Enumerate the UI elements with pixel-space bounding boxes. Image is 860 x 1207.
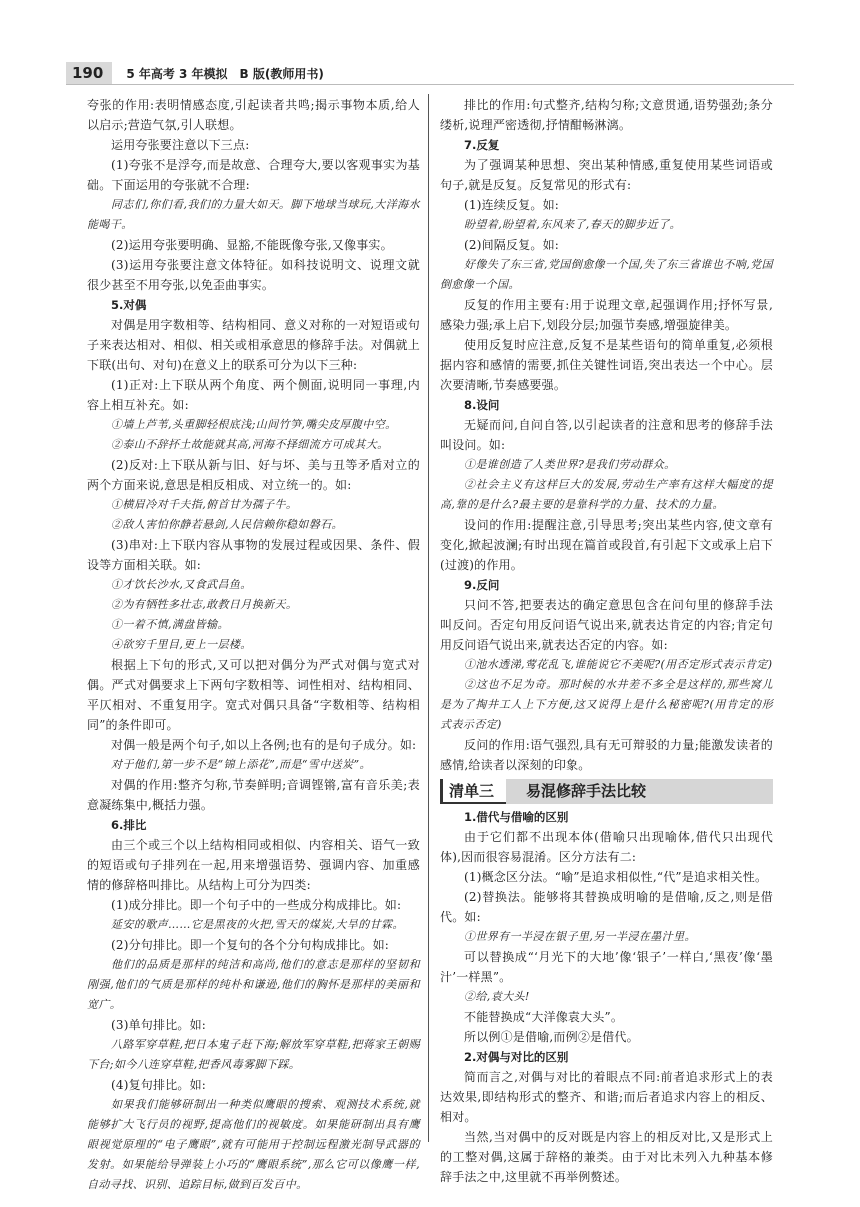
body-paragraph: (1)夸张不是浮夸,而是故意、合理夸大,要以客观事实为基础。下面运用的夸张就不合理: xyxy=(87,158,420,192)
section-banner xyxy=(440,779,773,804)
page-number: 190 xyxy=(66,62,112,84)
example-text: ②为有牺牲多壮志,敢教日月换新天。 xyxy=(111,598,298,611)
example-text: ①世界有一半浸在银子里,另一半浸在墨汁里。 xyxy=(464,930,696,943)
section-heading: 9.反问 xyxy=(464,578,500,592)
body-paragraph: (3)运用夸张要注意文体特征。如科技说明文、说理文就很少甚至不用夸张,以免歪曲事实。 xyxy=(87,258,420,292)
body-paragraph: 排比的作用:句式整齐,结构匀称;文意贯通,语势强劲;条分缕析,说理严密透彻,抒情酣畅淋漓。 xyxy=(440,98,773,132)
body-paragraph: 对偶的作用:整齐匀称,节奏鲜明;音调铿锵,富有音乐美;表意凝练集中,概括力强。 xyxy=(87,778,420,812)
body-paragraph: 设问的作用:提醒注意,引导思考;突出某些内容,使文章有变化,掀起波澜;有时出现在篇首或段首,有引起下文或承上启下(过渡)的作用。 xyxy=(440,518,773,572)
body-paragraph: 简而言之,对偶与对比的着眼点不同:前者追求形式上的表达效果,即结构形式的整齐、和谐;而后者追求内容上的相反、相对。 xyxy=(440,1070,773,1124)
body-paragraph: 当然,当对偶中的反对既是内容上的相反对比,又是形式上的工整对偶,这属于辞格的兼类。由于对比未列入九种基本修辞手法之中,这里就不再举例赘述。 xyxy=(440,1130,773,1184)
body-paragraph: 对偶一般是两个句子,如以上各例;也有的是句子成分。如: xyxy=(111,738,417,752)
example-text: ④欲穷千里目,更上一层楼。 xyxy=(111,638,252,651)
body-paragraph: (2)运用夸张要明确、显豁,不能既像夸张,又像事实。 xyxy=(111,238,393,252)
body-paragraph: 运用夸张要注意以下三点: xyxy=(111,138,250,152)
body-paragraph: 所以例①是借喻,而例②是借代。 xyxy=(464,1030,639,1044)
section-banner-title: 易混修辞手法比较 xyxy=(506,779,773,804)
example-text: ①是谁创造了人类世界?是我们劳动群众。 xyxy=(464,458,676,471)
example-text: 同志们,你们看,我们的力量大如天。脚下地球当球玩,大洋海水能喝干。 xyxy=(87,198,420,231)
body-paragraph: 由于它们都不出现本体(借喻只出现喻体,借代只出现代体),因而很容易混淆。区分方法有二: xyxy=(440,830,773,864)
body-paragraph: (3)单句排比。如: xyxy=(111,1018,207,1032)
body-paragraph: (1)连续反复。如: xyxy=(464,198,560,212)
body-paragraph: (1)概念区分法。“喻”是追求相似性,“代”是追求相关性。 xyxy=(464,870,768,884)
example-text: 对于他们,第一步不是“锦上添花”,而是“雪中送炭”。 xyxy=(111,758,371,771)
page-header xyxy=(66,62,794,85)
body-paragraph: (4)复句排比。如: xyxy=(111,1078,207,1092)
body-paragraph: 根据上下句的形式,又可以把对偶分为严式对偶与宽式对偶。严式对偶要求上下两句字数相等、词性相对、结构相同、平仄相对、不重复用字。宽式对偶只具备“字数相等、结构相同”的条件即可。 xyxy=(87,658,420,732)
body-paragraph: (2)分句排比。即一个复句的各个分句构成排比。如: xyxy=(111,938,390,952)
section-heading: 1.借代与借喻的区别 xyxy=(464,810,569,824)
example-text: ①一着不慎,满盘皆输。 xyxy=(111,618,229,631)
body-paragraph: 只问不答,把要表达的确定意思包含在问句里的修辞手法叫反问。否定句用反问语气说出来,就表达肯定的内容;肯定句用反问语气说出来,就表达否定的内容。如: xyxy=(440,598,773,652)
body-paragraph: (2)间隔反复。如: xyxy=(464,238,560,252)
example-text: ①池水透涕,莺花乱飞,谁能说它不美呢?(用否定形式表示肯定) xyxy=(464,658,773,671)
section-banner-tag: 清单三 xyxy=(443,779,506,804)
example-text: 如果我们能够研制出一种类似鹰眼的搜索、观测技术系统,就能够扩大飞行员的视野,提高他们的视敏度。如果能研制出具有鹰眼视觉原理的“电子鹰眼”,就有可能用于控制远程激光制导武器的发射。如果能给导弹装上小巧的“鹰眼系统”,那么它可以像鹰一样,自动寻找、识别、追踪目标,做到百发百中。 xyxy=(87,1098,420,1191)
example-text: 盼望着,盼望着,东风来了,春天的脚步近了。 xyxy=(464,218,681,231)
section-heading: 7.反复 xyxy=(464,138,500,152)
body-paragraph: (1)成分排比。即一个句子中的一些成分构成排比。如: xyxy=(111,898,402,912)
example-text: ②社会主义有这样巨大的发展,劳动生产率有这样大幅度的提高,靠的是什么?最主要的是靠科学的力量、技术的力量。 xyxy=(440,478,773,511)
example-text: ②敌人害怕你静若悬剑,人民信赖你稳如磐石。 xyxy=(111,518,343,531)
section-heading: 6.排比 xyxy=(111,818,147,832)
column-divider xyxy=(428,94,429,1142)
body-paragraph: 无疑而问,自问自答,以引起读者的注意和思考的修辞手法叫设问。如: xyxy=(440,418,773,452)
example-text: ①墙上芦苇,头重脚轻根底浅;山间竹笋,嘴尖皮厚腹中空。 xyxy=(111,418,397,431)
example-text: ①横眉冷对千夫指,俯首甘为孺子牛。 xyxy=(111,498,298,511)
body-paragraph: 夸张的作用:表明情感态度,引起读者共鸣;揭示事物本质,给人以启示;营造气氛,引人联想。 xyxy=(87,98,420,132)
section-heading: 2.对偶与对比的区别 xyxy=(464,1050,569,1064)
body-paragraph: 反复的作用主要有:用于说理文章,起强调作用;抒怀写景,感染力强;承上启下,划段分层;加强节奏感,增强旋律美。 xyxy=(440,298,773,332)
body-paragraph: 为了强调某种思想、突出某种情感,重复使用某些词语或句子,就是反复。反复常见的形式有: xyxy=(440,158,773,192)
book-title: 5 年高考 3 年模拟 B 版(教师用书) xyxy=(126,66,324,81)
body-paragraph: 由三个或三个以上结构相同或相似、内容相关、语气一致的短语或句子排列在一起,用来增强语势、强调内容、加重感情的修辞格叫排比。从结构上可分为四类: xyxy=(87,838,420,892)
body-paragraph: 对偶是用字数相等、结构相同、意义对称的一对短语或句子来表达相对、相似、相关或相承意思的修辞手法。对偶就上下联(出句、对句)在意义上的联系可分为以下三种: xyxy=(87,318,420,372)
section-heading: 5.对偶 xyxy=(111,298,147,312)
body-paragraph: 反问的作用:语气强烈,具有无可辩驳的力量;能激发读者的感情,给读者以深刻的印象。 xyxy=(440,738,773,772)
body-paragraph: 使用反复时应注意,反复不是某些语句的简单重复,必须根据内容和感情的需要,抓住关键性词语,突出表达一个中心。层次要清晰,节奏感要强。 xyxy=(440,338,773,392)
body-paragraph: (2)反对:上下联从新与旧、好与坏、美与丑等矛盾对立的两个方面来说,意思是相反相成、对立统一的。如: xyxy=(87,458,420,492)
body-paragraph: (1)正对:上下联从两个角度、两个侧面,说明同一事理,内容上相互补充。如: xyxy=(87,378,420,412)
left-column xyxy=(87,95,420,1195)
example-text: ②给,袁大头! xyxy=(464,990,530,1003)
example-text: 好像失了东三省,党国倒愈像一个国,失了东三省谁也不响,党国倒愈像一个国。 xyxy=(440,258,773,291)
right-column xyxy=(440,95,773,1187)
body-paragraph: (2)替换法。能够将其替换成明喻的是借喻,反之,则是借代。如: xyxy=(440,890,773,924)
example-text: ①才饮长沙水,又食武昌鱼。 xyxy=(111,578,252,591)
body-paragraph: 可以替换成“‘月光下的大地’像‘银子’一样白,‘黑夜’像‘墨汁’一样黑”。 xyxy=(440,950,773,984)
example-text: 他们的品质是那样的纯洁和高尚,他们的意志是那样的坚韧和刚强,他们的气质是那样的纯朴和谦逊,他们的胸怀是那样的美丽和宽广。 xyxy=(87,958,420,1011)
example-text: 八路军穿草鞋,把日本鬼子赶下海;解放军穿草鞋,把蒋家王朝赐下台;如今八连穿草鞋,把香风毒雾脚下踩。 xyxy=(87,1038,420,1071)
example-text: ②这也不足为奇。那时候的水井差不多全是这样的,那些窝儿是为了掏井工人上下方便,这又说得上是什么秘密呢?(用肯定的形式表示否定) xyxy=(440,678,773,731)
body-paragraph: (3)串对:上下联内容从事物的发展过程或因果、条件、假设等方面相关联。如: xyxy=(87,538,420,572)
body-paragraph: 不能替换成“大洋像袁大头”。 xyxy=(464,1010,624,1024)
section-heading: 8.设问 xyxy=(464,398,500,412)
example-text: 延安的歌声……它是黑夜的火把,雪天的煤炭,大旱的甘霖。 xyxy=(111,918,404,931)
example-text: ②泰山不辞抔土故能就其高,河海不择细流方可成其大。 xyxy=(111,438,389,451)
